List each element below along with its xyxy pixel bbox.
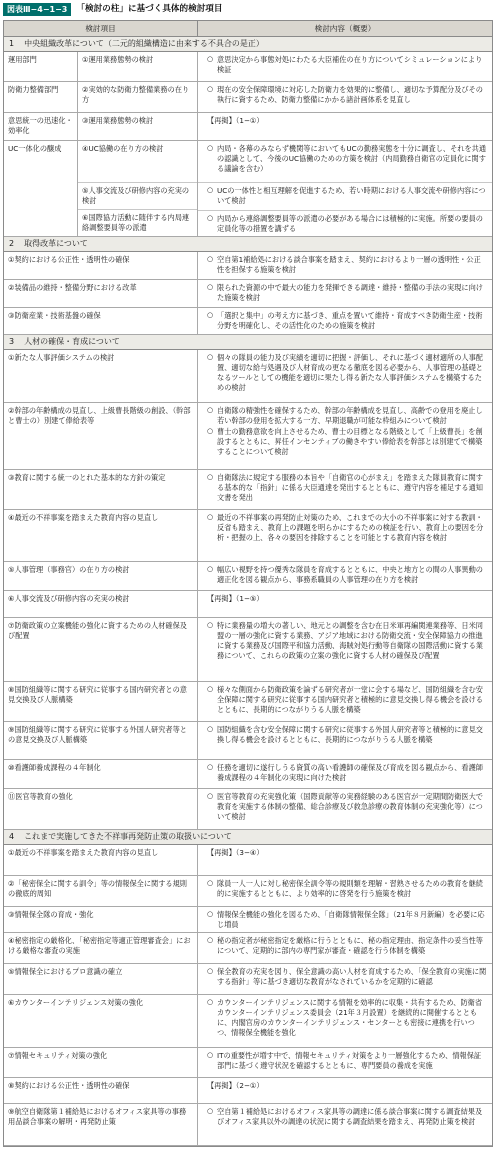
content-list xyxy=(198,52,492,81)
review-content-cell xyxy=(198,350,492,402)
bullet-text: 様々な側面から防衛政策を論ずる研究者が一堂に会する場など、国防組織を含む安全保障に関する研究に従事する国内研究者と積極的に意見交換し得る機会を設けるとともに、長期的につながりうる人脈を構築 xyxy=(217,685,483,714)
review-item-cell xyxy=(4,82,198,112)
review-item-cell: ②幹部の年齢構成の見直し、上級曹長階級の創設、（幹部と曹士の）別建て俸給表等 xyxy=(4,403,198,469)
table-row xyxy=(4,510,492,562)
review-content-cell xyxy=(198,995,492,1047)
bullet-text: 空自第１補給処におけるオフィス家具等の調達に係る談合事案に関する調査結果及びオフィス家具以外の調達の状況に関する調査結果を踏まえ、再発防止策を検討 xyxy=(217,1107,483,1126)
circle-bullet-icon: ○ xyxy=(206,213,214,222)
bullet-text: 内局から連絡調整要員等の派遣の必要がある場合には積極的に実施。所要の要員の定員化等の措置を講ずる xyxy=(217,213,483,233)
bullet-item xyxy=(203,311,487,331)
review-item-cell: ③防衛産業・技術基盤の確保 xyxy=(4,308,198,334)
review-item-cell: ⑦防衛政策の立案機能の強化に資するための人材確保及び配置 xyxy=(4,618,198,681)
table-row xyxy=(4,280,492,308)
review-content-cell xyxy=(198,280,492,307)
section-header xyxy=(4,237,492,252)
table-row xyxy=(4,1104,492,1146)
review-items-table xyxy=(3,20,493,1147)
bullet-text: 「選択と集中」の考え方に基づき、重点を置いて維持・育成すべき防衛生産・技術分野を明確化し、その活性化のための施策を検討 xyxy=(217,311,483,330)
bullet-text: 現在の安全保障環境に対応した防衛力を効果的に整備し、適切な予算配分及びその執行に資するため、防衛力整備にかかる諸計画体系を見直し xyxy=(217,85,483,104)
header-review-content: 検討内容（概要） xyxy=(314,24,376,33)
table-row xyxy=(4,933,492,964)
review-item-cell: ⑥カウンターインテリジェンス対策の強化 xyxy=(4,995,198,1047)
bullet-text: 国防組織を含む安全保障に関する研究に従事する外国人研究者等と積極的に意見交換し得る機会を設けるとともに、長期的につながりうる人脈を構築 xyxy=(217,725,483,744)
bullet-text: 限られた資源の中で最大の能力を発揮できる調達・維持・整備の手法の実現に向けた施策を検討 xyxy=(217,283,483,302)
bullet-item xyxy=(203,998,487,1038)
review-item-cell: ②装備品の維持・整備分野における改革 xyxy=(4,280,198,307)
section-header xyxy=(4,335,492,350)
bullet-text: 情報保全機能の強化を図るため、「自衛隊情報保全隊」（21年８月新編）を必要に応じ増員 xyxy=(217,910,485,929)
bullet-item xyxy=(203,1051,487,1071)
review-item: ④UC協働の在り方の検討 xyxy=(78,141,197,183)
bullet-text: 秘の指定者が秘密指定を厳格に行うとともに、秘の指定理由、指定条件の妥当性等について、定期的に部内の専門家が審査・確認を行う体制を構築 xyxy=(217,936,483,955)
review-item-cell: ⑪医官等教育の強化 xyxy=(4,789,198,829)
review-item-cell: ③教育に関する統一のとれた基本的な方針の策定 xyxy=(4,470,198,509)
bullet-item xyxy=(203,936,487,956)
circle-bullet-icon: ○ xyxy=(206,879,214,887)
reference-note: 【再掲】（2−①） xyxy=(207,1081,264,1090)
bullet-item xyxy=(203,685,487,715)
circle-bullet-icon: ○ xyxy=(206,186,214,194)
table-row xyxy=(4,252,492,280)
bullet-text: 空自第1補給処における談合事案を踏まえ、契約におけるより一層の透明性・公正性を担保する施策を検討 xyxy=(217,255,481,274)
review-content-cell xyxy=(198,1078,492,1103)
table-row xyxy=(4,350,492,403)
circle-bullet-icon: ○ xyxy=(206,763,214,771)
content-list xyxy=(198,82,492,112)
bullet-text: 保全教育の充実を図り、保全意識の高い人材を育成するため、「保全教育の実施に関する指針」等に基づき適切な教育がなされているかを定期的に確認 xyxy=(217,967,487,986)
bullet-item xyxy=(203,283,487,303)
review-content-cell xyxy=(198,141,492,183)
table-row xyxy=(4,760,492,789)
review-content-cell xyxy=(198,183,492,211)
review-item: ①運用業務態勢の検討 xyxy=(82,55,154,64)
table-row xyxy=(4,82,492,113)
bullet-item xyxy=(203,763,487,783)
bullet-item xyxy=(203,255,487,275)
review-content-cell xyxy=(198,82,492,113)
content-list xyxy=(198,113,492,140)
bullet-text: 特に業務量の増大の著しい、地元との調整を含む在日米軍再編関連業務等、日米同盟の一層の強化に資する業務、アジア地域における防衛交流・安全保障協力の推進に資する業務及び国際平和協力活動、海賊対処行動等自衛隊の国際活動に資する業務について、これらの政策の立案の強化に資する人材の確保及び配置 xyxy=(217,621,483,660)
bullet-text: 内局・各幕のみならず機関等においてもUCの勤務実態を十分に調査し、それを共通の認識として、今後のUC協働のための方策を検討（内局勤務自衛官の定員化に関する議論を含む） xyxy=(217,144,487,173)
section-number: 2 xyxy=(9,239,15,249)
review-item-cell: ①最近の不祥事案を踏まえた教育内容の見直し xyxy=(4,845,198,875)
review-content-cell xyxy=(198,1104,492,1145)
review-content-cell xyxy=(198,845,492,875)
category-label: UC一体化の醸成 xyxy=(4,141,78,236)
review-content-cell xyxy=(198,1048,492,1077)
review-content-cell xyxy=(198,789,492,829)
bullet-text: 隊員一人一人に対し秘密保全訓令等の規則類を理解・習熟させるための教育を継続的に実施するとともに、より効率的に啓発を行う施策を検討 xyxy=(217,879,483,898)
review-content-cell xyxy=(198,52,492,82)
bullet-item xyxy=(203,621,487,661)
section-number: 1 xyxy=(9,39,15,49)
table-row xyxy=(4,562,492,591)
review-content-cell xyxy=(198,591,492,617)
bullet-text: 自衛隊法に規定する服務の本旨や「自衛官の心がまえ」を踏まえた隊員教育に関する基本的な「指針」に係る大臣通達を発出するとともに、遵守内容を補足する通知文書を発出 xyxy=(217,473,483,502)
table-row xyxy=(4,1078,492,1104)
review-item-cell: ②「秘密保全に関する訓令」等の情報保全に関する規則の徹底的周知 xyxy=(4,876,198,906)
table-row xyxy=(4,1048,492,1078)
table-row xyxy=(4,845,492,876)
sub-item-list xyxy=(78,52,197,81)
bullet-text: ITの重要性が増す中で、情報セキュリティ対策をより一層強化するため、情報保証部門に基づく遵守状況を確認するとともに、専門要員の養成を実施 xyxy=(217,1051,482,1070)
circle-bullet-icon: ○ xyxy=(206,792,214,800)
review-content-cell xyxy=(198,682,492,721)
review-content-cell xyxy=(198,211,492,239)
table-row xyxy=(4,907,492,933)
review-content-cell xyxy=(198,876,492,906)
circle-bullet-icon: ○ xyxy=(206,565,214,573)
review-item-cell: ⑨航空自衛隊第１補給処におけるオフィス家具等の事務用品談合事案の解明・再発防止策 xyxy=(4,1104,198,1145)
figure-title: 「検討の柱」に基づく具体的検討項目 xyxy=(76,3,223,14)
circle-bullet-icon: ○ xyxy=(206,936,214,944)
review-item-cell xyxy=(4,52,198,81)
bullet-item xyxy=(203,55,487,75)
section-number: 4 xyxy=(9,832,15,842)
bullet-text: カウンターインテリジェンスに関する情報を効率的に収集・共有するため、防衛省カウンターインテリジェンス委員会（21年３月設置）を継続的に開催するとともに、内閣官房のカウンターインテリジェンス・センターとも密接に連携を行いつつ、情報保全機能を強化 xyxy=(217,998,483,1037)
category-label: 防衛力整備部門 xyxy=(4,82,78,112)
review-item: ⑤人事交流及び研修内容の充実の検討 xyxy=(78,183,197,210)
review-content-cell xyxy=(198,722,492,759)
bullet-item xyxy=(203,427,487,457)
bullet-item xyxy=(203,144,487,174)
review-item-cell: ⑤人事管理（事務官）の在り方の検討 xyxy=(4,562,198,590)
review-item-cell: ④秘密指定の厳格化、「秘密指定等適正管理審査会」における厳格な審査の実施 xyxy=(4,933,198,963)
review-item: ⑥国際協力活動に随伴する内局連絡調整要員等の派遣 xyxy=(82,212,190,232)
bullet-item xyxy=(203,565,487,585)
review-item-cell xyxy=(4,113,198,140)
reference-note: 【再掲】（1−⑤） xyxy=(207,594,264,603)
bullet-text: UCの一体性と相互理解を促進するため、若い時期における人事交流や研修内容について検討 xyxy=(217,186,486,205)
section-title: 人材の確保・育成について xyxy=(24,337,120,347)
review-item: ③運用業務態勢の検討 xyxy=(82,116,154,125)
circle-bullet-icon: ○ xyxy=(206,311,214,319)
circle-bullet-icon: ○ xyxy=(206,685,214,693)
review-content-cell xyxy=(198,933,492,963)
section-title: 中央組織改革について（二元的組織構造に由来する不具合の是正） xyxy=(24,39,264,49)
bullet-text: 任務を適切に遂行しうる資質の高い看護師の確保及び育成を図る観点から、看護師養成課程の４年制化の実現に向けた検討 xyxy=(217,763,483,782)
review-item-cell: ①契約における公正性・透明性の確保 xyxy=(4,252,198,279)
review-content-cell xyxy=(198,964,492,994)
circle-bullet-icon: ○ xyxy=(206,255,214,263)
circle-bullet-icon: ○ xyxy=(206,283,214,291)
table-row xyxy=(4,308,492,335)
bullet-item xyxy=(203,353,487,393)
review-content-cell xyxy=(198,760,492,788)
bullet-text: 医官等教育の充実強化策（国際貢献等の実務経験のある医官が一定期間防衛医大で教育を実施する体制の整備、総合診療及び救急診療の教育体制の充実強化等）について検討 xyxy=(217,792,483,821)
review-content-cell xyxy=(198,562,492,590)
section-header xyxy=(4,37,492,52)
circle-bullet-icon: ○ xyxy=(206,473,214,481)
circle-bullet-icon: ○ xyxy=(206,910,214,918)
review-item-cell: ⑦情報セキュリティ対策の強化 xyxy=(4,1048,198,1077)
table-row xyxy=(4,618,492,682)
section-title: 取得改革について xyxy=(24,239,88,249)
table-row xyxy=(4,964,492,995)
table-row xyxy=(4,995,492,1048)
bullet-text: 意思決定から事態対処にわたる大臣補佐の在り方についてシミュレーションにより検証 xyxy=(217,55,483,74)
circle-bullet-icon: ○ xyxy=(206,406,214,414)
circle-bullet-icon: ○ xyxy=(206,967,214,975)
table-row xyxy=(4,113,492,141)
sub-item-list xyxy=(78,113,197,140)
bullet-item xyxy=(203,792,487,822)
review-content-cell xyxy=(198,907,492,932)
review-item-cell: ③情報保全隊の育成・強化 xyxy=(4,907,198,932)
bullet-item xyxy=(203,879,487,899)
table-row xyxy=(4,591,492,618)
bullet-item xyxy=(203,186,487,206)
review-content-cell xyxy=(198,470,492,509)
category-label: 運用部門 xyxy=(4,52,78,81)
table-row xyxy=(4,141,492,237)
bullet-text: 曹士の勤務意欲を向上させるため、曹士の目標となる階級として「上級曹長」を創設するとともに、昇任インセンティブの働きやすい俸給表を幹部とは別建てで構築することについて検討 xyxy=(217,426,483,456)
circle-bullet-icon: ○ xyxy=(206,513,214,521)
circle-bullet-icon: ○ xyxy=(206,85,214,93)
bullet-item xyxy=(203,214,487,234)
section-header xyxy=(4,830,492,845)
review-item-cell: ⑩看護師養成課程の４年制化 xyxy=(4,760,198,788)
review-content-cell xyxy=(198,510,492,561)
circle-bullet-icon: ○ xyxy=(206,426,214,435)
table-row xyxy=(4,789,492,830)
review-content-cell xyxy=(198,308,492,334)
reference-note: 【再掲】（1−①） xyxy=(207,116,264,125)
content-list xyxy=(198,141,492,236)
bullet-text: 個々の隊員の能力及び実績を適切に把握・評価し、それに基づく適材適所の人事配置、適切な給与処遇及び人材育成の更なる徹底を図る必要から、人事管理の基礎となるツールとしての機能を適切に果たし得る新たな人事評価システムを構築するための検討 xyxy=(217,353,483,392)
table-row xyxy=(4,682,492,722)
bullet-text: 最近の不祥事案の再発防止対策のため、これまでの大小の不祥事案に対する教訓・反省も踏まえ、教育上の課題を明らかにするための検証を行い、教育上の要因を分析・把握の上、各々の要因を排除することを可能とする教育内容を検討 xyxy=(217,513,484,542)
circle-bullet-icon: ○ xyxy=(206,998,214,1006)
figure-label: 図表Ⅲ−4−1−3 xyxy=(3,3,71,16)
circle-bullet-icon: ○ xyxy=(206,621,214,629)
header-review-item: 検討項目 xyxy=(4,21,198,36)
figure-title-bar xyxy=(3,2,493,17)
review-content-cell xyxy=(198,113,492,141)
table-row xyxy=(4,876,492,907)
sub-item-list xyxy=(78,82,197,112)
bullet-item xyxy=(203,406,487,426)
bullet-item xyxy=(203,1107,487,1127)
circle-bullet-icon: ○ xyxy=(206,1051,214,1059)
table-body xyxy=(4,37,492,1146)
table-row xyxy=(4,403,492,470)
bullet-text: 幅広い視野を持つ優秀な隊員を育成するとともに、中央と地方との間の人事異動の適正化を図る観点から、事務系職員の人事管理の在り方を検討 xyxy=(217,565,483,584)
table-header xyxy=(4,21,492,37)
circle-bullet-icon: ○ xyxy=(206,725,214,733)
section-number: 3 xyxy=(9,337,15,347)
review-content-cell xyxy=(198,618,492,681)
bullet-item xyxy=(203,967,487,987)
reference-note: 【再掲】（3−④） xyxy=(207,848,264,857)
review-item-cell: ⑨国防組織等に関する研究に従事する外国人研究者等との意見交換及び人脈構築 xyxy=(4,722,198,759)
review-item-cell: ④最近の不祥事案を踏まえた教育内容の見直し xyxy=(4,510,198,561)
review-item: ②実効的な防衛力整備業務の在り方 xyxy=(82,85,190,104)
table-row xyxy=(4,722,492,760)
review-item-cell: ⑤情報保全におけるプロ意識の確立 xyxy=(4,964,198,994)
sub-item-list xyxy=(78,141,197,236)
circle-bullet-icon: ○ xyxy=(206,353,214,361)
bullet-item xyxy=(203,85,487,105)
category-label: 意思統一の迅速化・効率化 xyxy=(4,113,78,140)
bullet-item xyxy=(203,725,487,745)
circle-bullet-icon: ○ xyxy=(206,1107,214,1115)
bullet-item xyxy=(203,473,487,503)
table-row xyxy=(4,52,492,82)
bullet-item xyxy=(203,910,487,930)
review-content-cell xyxy=(198,252,492,279)
review-content-cell xyxy=(198,403,492,469)
review-item-cell: ⑧国防組織等に関する研究に従事する国内研究者との意見交換及び人脈構築 xyxy=(4,682,198,721)
table-row xyxy=(4,470,492,510)
section-title: これまで実施してきた不祥事再発防止策の取扱いについて xyxy=(24,832,232,842)
circle-bullet-icon: ○ xyxy=(206,144,214,152)
review-item-cell: ①新たな人事評価システムの検討 xyxy=(4,350,198,402)
bullet-item xyxy=(203,513,487,543)
review-item-cell: ⑥人事交流及び研修内容の充実の検討 xyxy=(4,591,198,617)
review-item-cell xyxy=(4,141,198,236)
bullet-text: 自衛隊の精強性を確保するため、幹部の年齢構成を見直し、高齢での登用を廃止し若い幹部の登用を拡大する一方、早期退職が可能な枠組みについて検討 xyxy=(217,406,483,425)
review-item-cell: ⑧契約における公正性・透明性の確保 xyxy=(4,1078,198,1103)
circle-bullet-icon: ○ xyxy=(206,55,214,63)
